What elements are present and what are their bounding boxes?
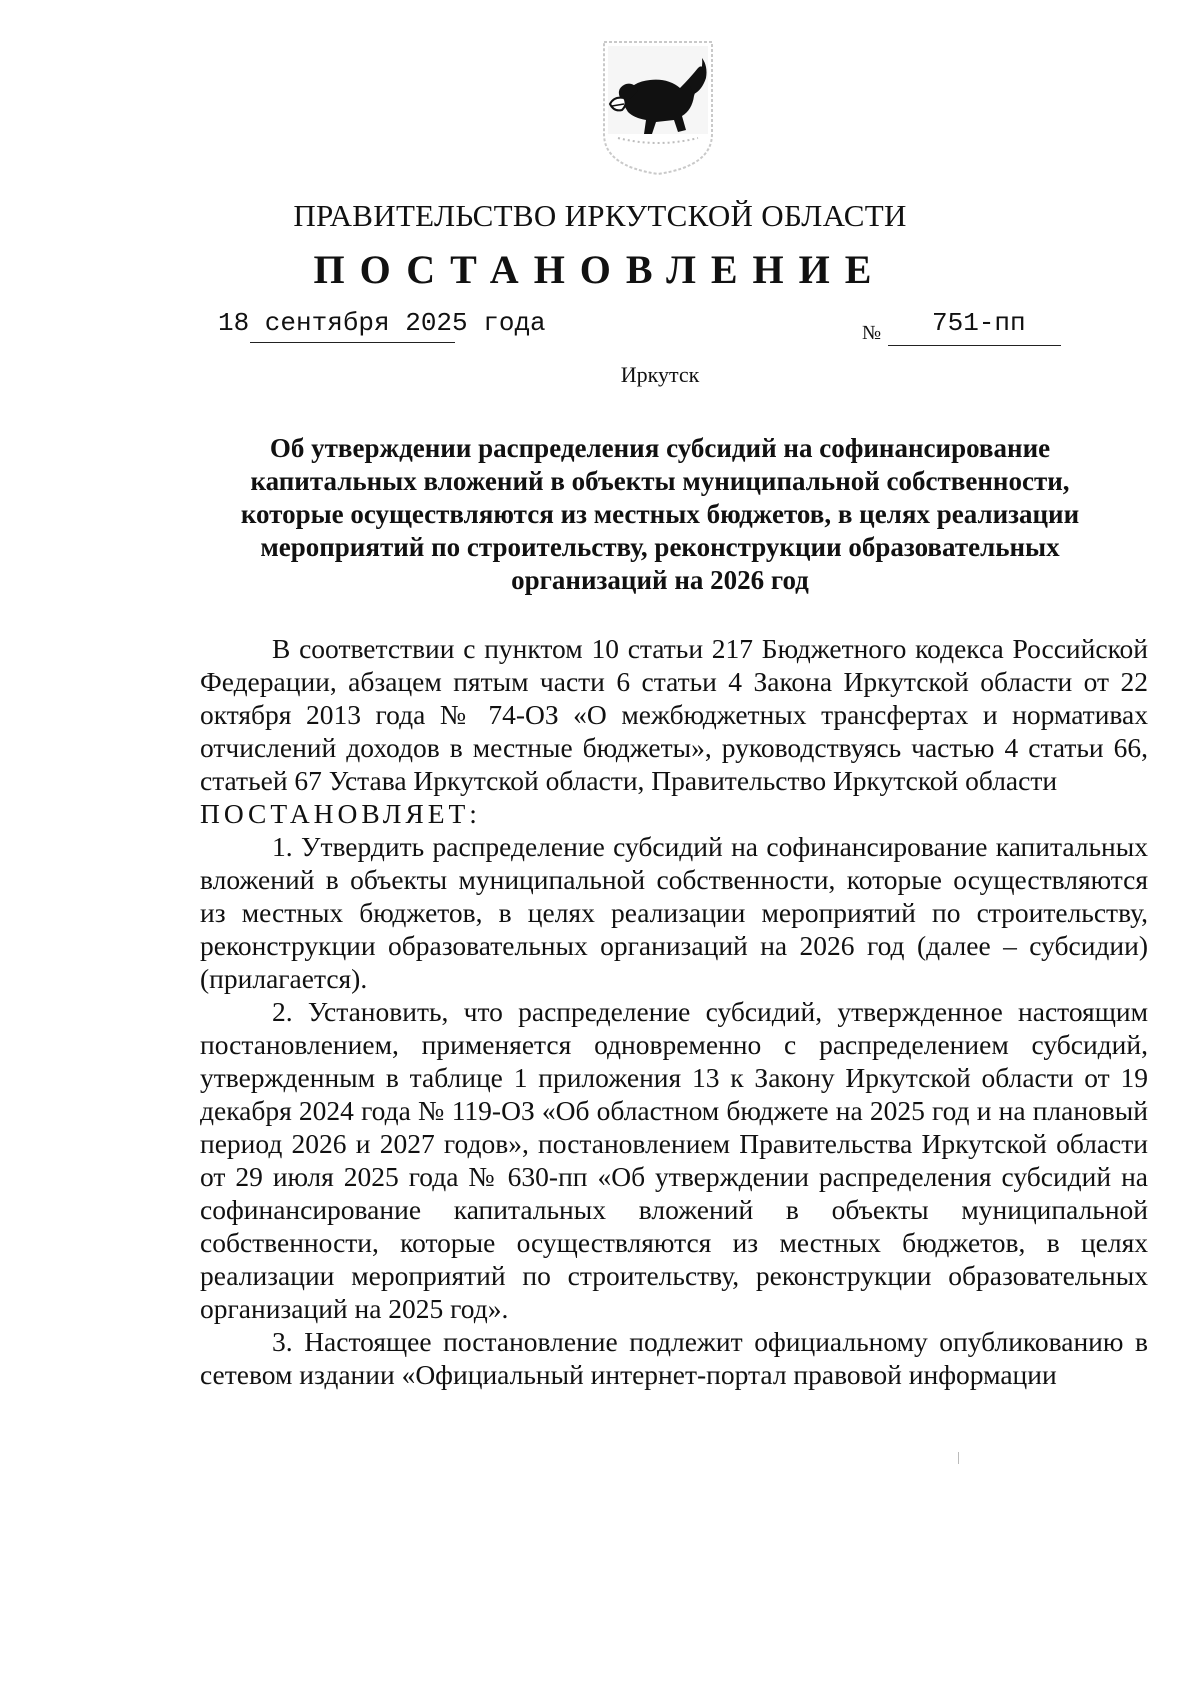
document-number: 751-пп xyxy=(932,308,1026,338)
document-type: ПОСТАНОВЛЕНИЕ xyxy=(313,247,887,292)
document-city: Иркутск xyxy=(620,362,700,387)
clause-3: 3. Настоящее постановление подлежит официальному опубликованию в сетевом издании «Официальный интернет-портал правовой информации xyxy=(200,1326,1148,1390)
coat-of-arms-emblem xyxy=(598,38,718,178)
date-underline xyxy=(250,342,455,343)
number-sign: № xyxy=(862,322,882,344)
document-title: Об утверждении распределения субсидий на софинансирование капитальных вложений в объекты муниципальной собственности, которые осуществляются из местных бюджетов, в целях реализации мероприятий по строительству, реконструкции образовательных организаций на 2026 год xyxy=(240,433,1080,595)
preamble-paragraph: В соответствии с пунктом 10 статьи 217 Бюджетного кодекса Российской Федерации, абзацем пятым части 6 статьи 4 Закона Иркутской области от 22 октября 2013 года № 74-ОЗ «О межбюджетных трансфертах и нормативах отчислений доходов в местные бюджеты», руководствуясь частью 4 статьи 66, статьей 67 Устава Иркутской области, Правительство Иркутской области xyxy=(200,633,1148,796)
document-body xyxy=(200,632,1148,1391)
clause-1: 1. Утвердить распределение субсидий на софинансирование капитальных вложений в объекты муниципальной собственности, которые осуществляются из местных бюджетов, в целях реализации мероприятий по строительству, реконструкции образовательных организаций на 2026 год (далее – субсидии) (прилагается). xyxy=(200,831,1148,994)
number-underline xyxy=(888,345,1061,346)
document-date: 18 сентября 2025 года xyxy=(218,308,546,338)
issuing-authority: ПРАВИТЕЛЬСТВО ИРКУТСКОЙ ОБЛАСТИ xyxy=(293,198,907,233)
scan-mark xyxy=(958,1452,959,1464)
clause-2: 2. Установить, что распределение субсидий, утвержденное настоящим постановлением, применяется одновременно с распределением субсидий, утвержденным в таблице 1 приложения 13 к Закону Иркутской области от 19 декабря 2024 года № 119-ОЗ «Об областном бюджете на 2025 год и на плановый период 2026 и 2027 годов», постановлением Правительства Иркутской области от 29 июля 2025 года № 630-пп «Об утверждении распределения субсидий на софинансирование капитальных вложений в объекты муниципальной собственности, которые осуществляются из местных бюджетов, в целях реализации мероприятий по строительству, реконструкции образовательных организаций на 2025 год». xyxy=(200,996,1148,1324)
resolve-heading: ПОСТАНОВЛЯЕТ: xyxy=(200,798,481,829)
